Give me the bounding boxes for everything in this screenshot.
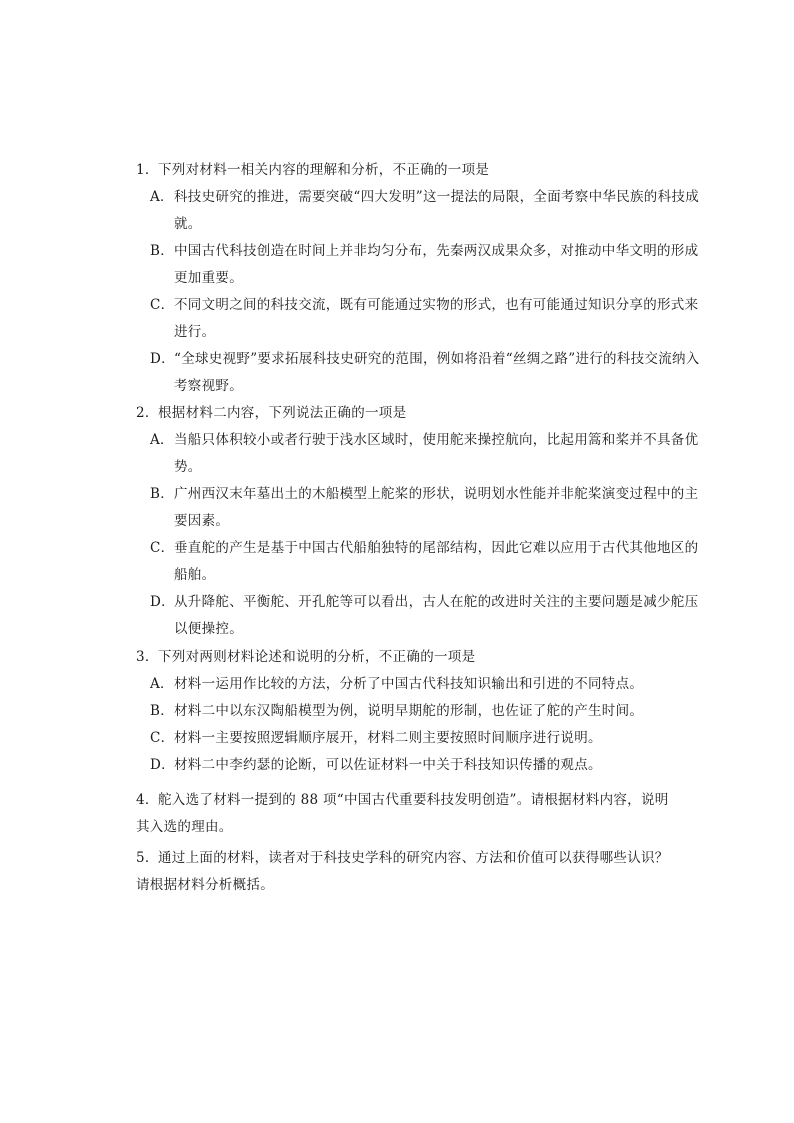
option-label: D． — [150, 351, 175, 367]
question-4 — [136, 787, 676, 841]
option-label: A． — [150, 676, 174, 692]
question-2-option-c — [150, 535, 704, 589]
question-3-option-b — [150, 698, 704, 725]
option-label: A． — [150, 432, 174, 448]
option-label: C． — [150, 297, 175, 313]
question-2-option-d — [150, 589, 704, 643]
option-label: C． — [150, 730, 175, 746]
option-label: B． — [150, 703, 175, 719]
option-text: 广州西汉末年墓出土的木船模型上舵桨的形状，说明划水性能并非舵桨演变过程中的主要因素。 — [174, 486, 699, 529]
question-3-option-d — [150, 752, 704, 779]
option-text: 科技史研究的推进，需要突破“四大发明”这一提法的局限，全面考察中华民族的科技成就。 — [174, 189, 700, 232]
option-label: C． — [150, 540, 175, 556]
question-3 — [136, 644, 676, 671]
question-1 — [136, 157, 676, 184]
option-text: 从升降舵、平衡舵、开孔舵等可以看出，古人在舵的改进时关注的主要问题是减少舵压以便操控。 — [174, 594, 699, 637]
question-stem: 舵入选了材料一提到的 88 项“中国古代重要科技发明创造”。请根据材料内容，说明其入选的理由。 — [136, 792, 669, 835]
option-text: 当船只体积较小或者行驶于浅水区域时，使用舵来操控航向，比起用篙和桨并不具备优势。 — [174, 432, 699, 475]
option-text: 中国古代科技创造在时间上并非均匀分布，先秦两汉成果众多，对推动中华文明的形成更加重要。 — [174, 243, 699, 286]
option-label: B． — [150, 243, 175, 259]
question-number: 5． — [136, 850, 159, 866]
question-stem: 根据材料二内容，下列说法正确的一项是 — [158, 405, 407, 421]
question-number: 3． — [136, 649, 159, 665]
question-number: 4． — [136, 792, 159, 808]
question-1-option-c — [150, 292, 704, 346]
question-stem: 下列对材料一相关内容的理解和分析，不正确的一项是 — [158, 162, 490, 178]
question-5 — [136, 845, 676, 899]
option-text: “全球史视野”要求拓展科技史研究的范围，例如将沿着“丝绸之路”进行的科技交流纳入考察视野。 — [174, 351, 700, 394]
question-3-option-c — [150, 725, 704, 752]
question-number: 2． — [136, 405, 159, 421]
option-text: 材料二中以东汉陶船模型为例，说明早期舵的形制，也佐证了舵的产生时间。 — [174, 703, 644, 719]
option-text: 材料一运用作比较的方法，分析了中国古代科技知识输出和引进的不同特点。 — [174, 676, 644, 692]
question-number: 1． — [136, 162, 159, 178]
option-text: 不同文明之间的科技交流，既有可能通过实物的形式，也有可能通过知识分享的形式来进行。 — [174, 297, 699, 340]
option-label: D． — [150, 594, 175, 610]
option-text: 材料一主要按照逻辑顺序展开，材料二则主要按照时间顺序进行说明。 — [174, 730, 602, 746]
question-stem: 下列对两则材料论述和说明的分析，不正确的一项是 — [158, 649, 476, 665]
question-1-option-a — [150, 184, 704, 238]
option-text: 材料二中李约瑟的论断，可以佐证材料一中关于科技知识传播的观点。 — [174, 757, 602, 773]
question-2-option-b — [150, 481, 704, 535]
question-2 — [136, 400, 676, 427]
question-1-option-b — [150, 238, 704, 292]
question-stem: 通过上面的材料，读者对于科技史学科的研究内容、方法和价值可以获得哪些认识？请根据材料分析概括。 — [136, 850, 669, 893]
option-label: D． — [150, 757, 175, 773]
question-1-option-d — [150, 346, 704, 400]
question-3-option-a — [150, 671, 704, 698]
option-label: A． — [150, 189, 174, 205]
option-text: 垂直舵的产生是基于中国古代船舶独特的尾部结构，因此它难以应用于古代其他地区的船舶。 — [174, 540, 699, 583]
question-2-option-a — [150, 427, 704, 481]
option-label: B． — [150, 486, 175, 502]
